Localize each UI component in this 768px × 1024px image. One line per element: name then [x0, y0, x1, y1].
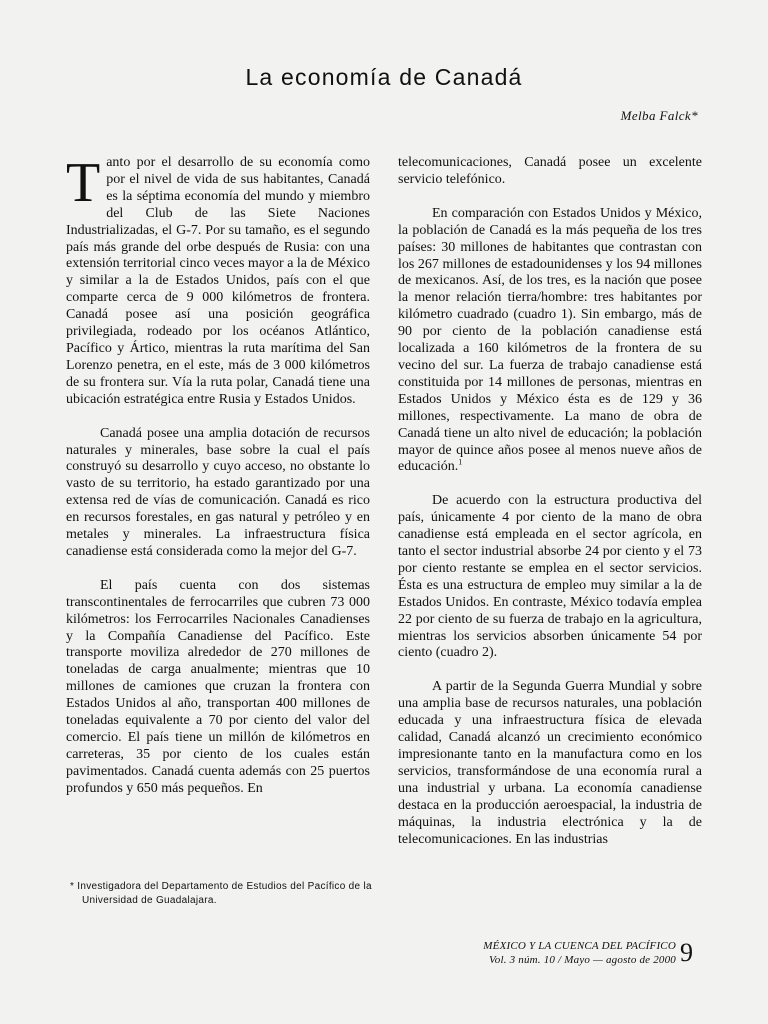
journal-info	[483, 939, 676, 967]
paragraph: A partir de la Segunda Guerra Mundial y sobre una amplia base de recursos naturales, una población educada y una infraestructura física de elevada calidad, Canadá alcanzó un crecimiento económico impresionante tanto en la manufactura como en los servicios, transformándose de una economía rural a una industrial y urbana. La economía canadiense destaca en la producción aeroespacial, la industria de máquinas, la industria electrónica y la de telecomunicaciones. En las industrias	[398, 679, 702, 847]
page-number: 9	[680, 938, 693, 967]
footnote-text: * Investigadora del Departamento de Estudios del Pacífico de la Universidad de Guadalajara.	[70, 881, 372, 906]
paragraph-population	[398, 206, 702, 477]
paragraph: El país cuenta con dos sistemas transcontinentales de ferrocarriles que cubren 73 000 kilómetros: los Ferrocarriles Nacionales Canadienses y la Compañía Canadiense del Pacífico. Este transporte moviliza alrededor de 270 millones de toneladas de carga anualmente; mientras que 10 millones de camiones que cruzan la frontera con Estados Unidos al año, transportan 400 millones de toneladas equivalente a 70 por ciento del valor del comercio. El país tiene un millón de kilómetros en carreteras, 35 por ciento de los cuales están pavimentados. Canadá cuenta además con 25 puertos profundos y 650 más pequeños. En	[66, 577, 370, 796]
paragraph-text: anto por el desarrollo de su economía como por el nivel de vida de sus habitantes, Canadá es la séptima economía del mundo y miembro del Club de las Siete Naciones Industrializadas, el G-7. Por su tamaño, es el segundo país más grande del orbe después de Rusia: con una extensión territorial cinco veces mayor a la de México y similar a la de Estados Unidos, país con el que comparte cerca de 9 000 kilómetros de frontera. Canadá posee así una posición geográfica privilegiada, rodeado por los océanos Atlántico, Pacífico y Ártico, mientras la ruta marítima del San Lorenzo penetra, en el este, más de 3 000 kilómetros de su frontera sur. Vía la ruta polar, Canadá tiene una ubicación estratégica entre Rusia y Estados Unidos.	[66, 155, 370, 407]
footnote	[70, 880, 380, 908]
paragraph-intro	[66, 152, 370, 409]
article-title: La economía de Canadá	[245, 64, 523, 90]
left-column	[66, 152, 370, 815]
paragraph: Canadá posee una amplia dotación de recursos naturales y minerales, base sobre la cual el país construyó su desarrollo y cuyo acceso, no obstante lo vasto de su territorio, ha estado garantizado por una extensa red de vías de comunicación. Canadá es rico en recursos forestales, en gas natural y petróleo y en metales y minerales. La infraestructura física canadiense está considerada como la mejor del G-7.	[66, 425, 370, 559]
journal-name: MÉXICO Y LA CUENCA DEL PACÍFICO	[483, 940, 676, 952]
paragraph-text: En comparación con Estados Unidos y México, la población de Canadá es la más pequeña de los tres países: 30 millones de habitantes que contrastan con los 267 millones de estadounidenses y los 94 millones de mexicanos. Así, de los tres, es la nación que posee la menor relación tierra/hombre: tres habitantes por kilómetro cuadrado (cuadro 1). Sin embargo, más de 90 por ciento de la población canadiense está localizada a 160 kilómetros de la frontera de su vecino del sur. La fuerza de trabajo canadiense está constituida por 14 millones de personas, mientras en Estados Unidos y México ésta es de 129 y 36 millones, respectivamente. La mano de obra de Canadá tiene un alto nivel de educación; la población mayor de quince años posee al menos nueve años de educación.	[398, 205, 702, 475]
journal-issue: Vol. 3 núm. 10 / Mayo — agosto de 2000	[489, 954, 676, 966]
right-column	[398, 155, 702, 865]
paragraph: De acuerdo con la estructura productiva del país, únicamente 4 por ciento de la mano de obra canadiense está empleada en el sector agrícola, en tanto el sector industrial absorbe 24 por ciento y el 73 por ciento restante se emplea en el sector servicios. Ésta es una estructura de empleo muy similar a la de Estados Unidos. En contraste, México todavía emplea 22 por ciento de su fuerza de trabajo en la agricultura, mientras los servicios absorben únicamente 54 por ciento (cuadro 2).	[398, 493, 702, 661]
drop-cap: T	[66, 152, 101, 214]
article-author: Melba Falck*	[620, 108, 698, 123]
paragraph-continued: telecomunicaciones, Canadá posee un excelente servicio telefónico.	[398, 155, 702, 187]
footnote-ref: 1	[458, 457, 463, 467]
